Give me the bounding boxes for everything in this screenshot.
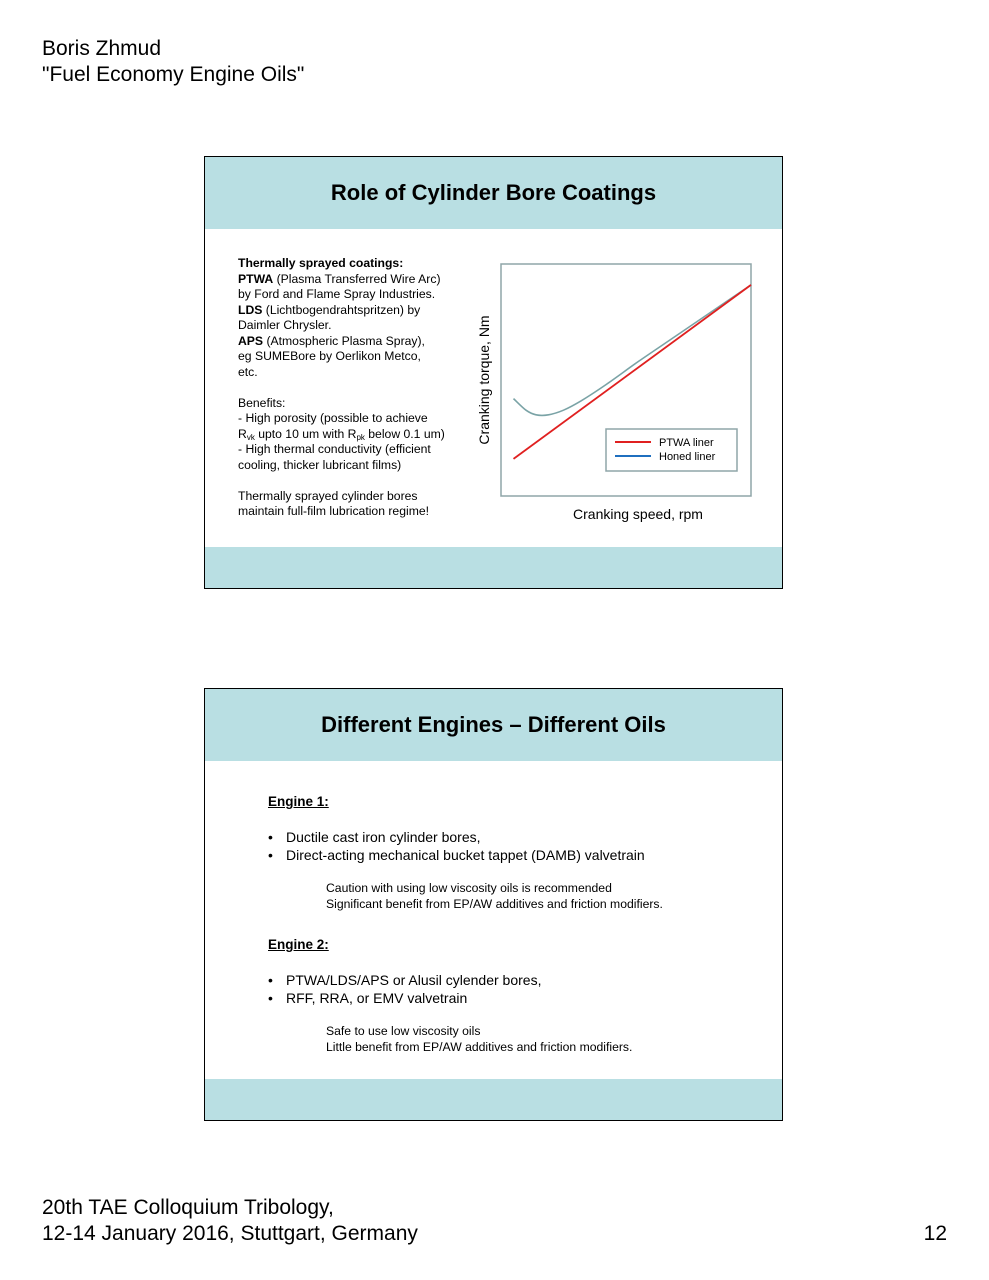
list-item: • RFF, RRA, or EMV valvetrain xyxy=(268,990,468,1006)
author-name: Boris Zhmud xyxy=(42,37,162,60)
x-axis-label: Cranking speed, rpm xyxy=(573,506,703,522)
ptwa-line: PTWA (Plasma Transferred Wire Arc) xyxy=(238,271,441,286)
legend-box xyxy=(606,429,737,471)
benefit-1-line-2: $R_{vk}$ upto 10 um with $R_{pk}$ below 0.1 um) xyxy=(238,426,445,442)
aps-line-3: etc. xyxy=(238,364,258,379)
list-item: • Ductile cast iron cylinder bores, xyxy=(268,829,481,845)
benefit-2-line-2: cooling, thicker lubricant films) xyxy=(238,457,402,472)
conference-name: 20th TAE Colloquium Tribology, xyxy=(42,1196,334,1219)
engine-2-heading: Engine 2: xyxy=(268,937,329,952)
aps-line: APS (Atmospheric Plasma Spray), xyxy=(238,333,425,348)
cranking-torque-chart xyxy=(475,257,765,527)
document-title: "Fuel Economy Engine Oils" xyxy=(42,63,305,86)
lds-line-2: Daimler Chrysler. xyxy=(238,318,332,332)
slide-cylinder-bore-coatings xyxy=(204,156,783,589)
page-header xyxy=(42,36,304,88)
benefit-2-line-1: - High thermal conductivity (efficient xyxy=(238,442,431,456)
slide-different-engines xyxy=(204,688,783,1121)
engine-1-note-1: Caution with using low viscosity oils is recommended xyxy=(326,881,612,895)
conference-date-location: 12-14 January 2016, Stuttgart, Germany xyxy=(42,1222,418,1245)
legend xyxy=(606,429,737,471)
coatings-text-block xyxy=(238,256,478,520)
engine-1-note-2: Significant benefit from EP/AW additives and friction modifiers. xyxy=(326,896,663,911)
benefit-1-line-1: - High porosity (possible to achieve xyxy=(238,411,428,425)
coatings-heading: Thermally sprayed coatings: xyxy=(238,256,404,270)
y-axis-label: Cranking torque, Nm xyxy=(476,315,492,445)
slide-footer-band xyxy=(205,1079,782,1120)
lds-line: LDS (Lichtbogendrahtspritzen) by xyxy=(238,302,421,317)
engines-content xyxy=(268,793,748,1055)
engine-2-note-1: Safe to use low viscosity oils xyxy=(326,1024,481,1038)
benefits-heading: Benefits: xyxy=(238,395,286,410)
conclusion-line-1: Thermally sprayed cylinder bores xyxy=(238,488,418,503)
ptwa-line-2: by Ford and Flame Spray Industries. xyxy=(238,287,436,301)
slide-footer-band xyxy=(205,547,782,588)
slide-title: Role of Cylinder Bore Coatings xyxy=(330,180,657,205)
engine-1-bullets xyxy=(268,828,748,864)
legend-label-honed: Honed liner xyxy=(659,451,716,463)
slide-title: Different Engines – Different Oils xyxy=(321,712,666,737)
conclusion-line-2: maintain full-film lubrication regime! xyxy=(238,504,430,518)
list-item: • Direct-acting mechanical bucket tappet (DAMB) valvetrain xyxy=(268,847,645,863)
legend-label-ptwa: PTWA liner xyxy=(659,437,714,449)
list-item: • PTWA/LDS/APS or Alusil cylender bores, xyxy=(268,972,542,988)
engine-2-note-2: Little benefit from EP/AW additives and friction modifiers. xyxy=(326,1039,633,1054)
aps-line-2: eg SUMEBore by Oerlikon Metco, xyxy=(238,349,421,363)
page-footer xyxy=(42,1195,418,1247)
engine-1-heading: Engine 1: xyxy=(268,794,329,809)
engine-2-bullets xyxy=(268,971,748,1007)
page-number: 12 xyxy=(923,1222,947,1245)
